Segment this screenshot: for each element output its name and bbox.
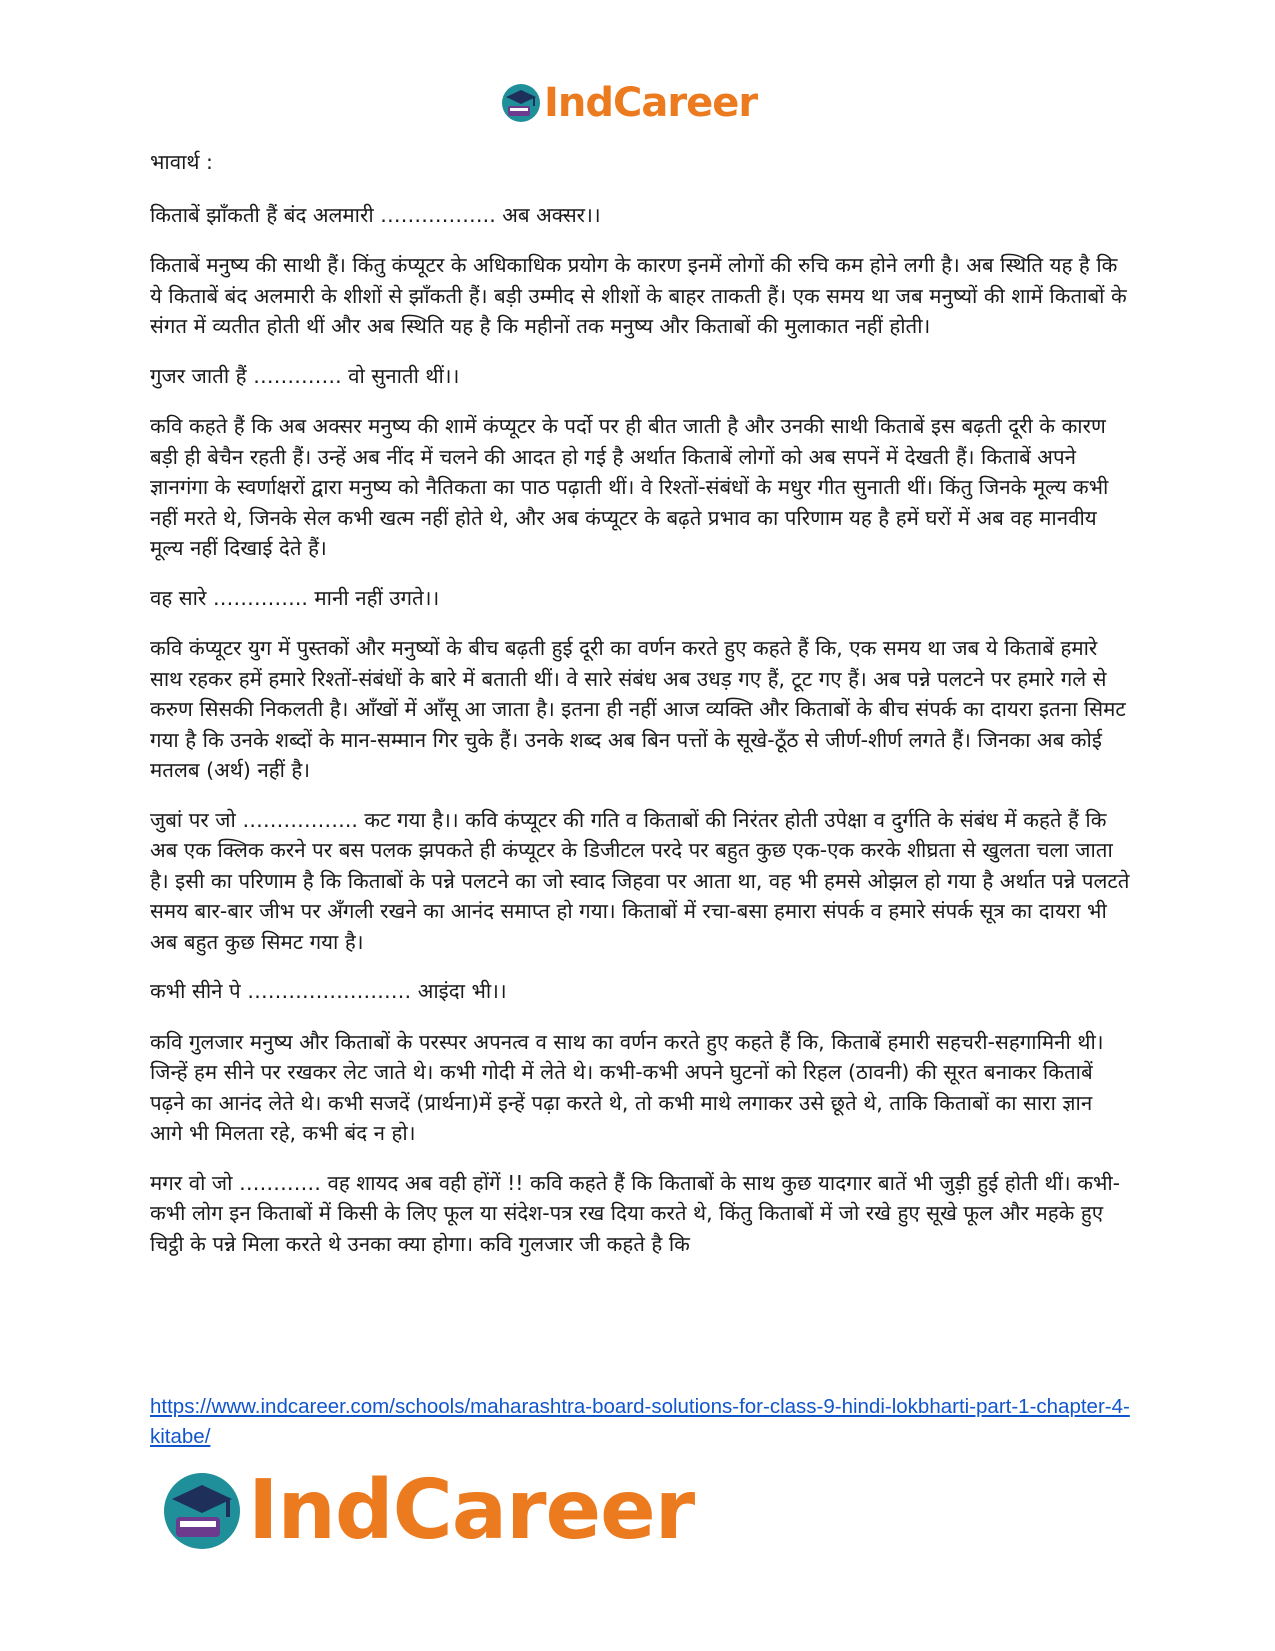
source-url-link[interactable]: https://www.indcareer.com/schools/maharashtra-board-solutions-for-class-9-hindi-lokbharti-part-1-chapter-4-kitabe/ xyxy=(150,1395,1130,1448)
meaning-paragraph: कवि कंप्यूटर युग में पुस्तकों और मनुष्यों के बीच बढ़ती हुई दूरी का वर्णन करते हुए कहते हैं कि, एक समय था जब ये किताबें हमारे साथ रहकर हमें हमारे रिश्तों-संबंधों के बारे में बताती थीं। वे सारे संबंध अब उधड़ गए हैं, टूट गए हैं। अब पन्ने पलटने पर हमारे गले से करुण सिसकी निकलती है। आँखों में आँसू आ जाता है। इतना ही नहीं आज व्यक्ति और किताबों के बीच संपर्क का दायरा इतना सिमट गया है कि उनके शब्दों के मान-सम्मान गिर चुके हैं। उनके शब्द अब बिन पत्तों के सूखे-ठूँठ से जीर्ण-शीर्ण लगते हैं। जिनका अब कोई मतलब (अर्थ) नहीं है। xyxy=(150,636,1126,782)
logo-wordmark: IndCareer xyxy=(544,80,758,126)
graduation-book-icon xyxy=(500,82,542,124)
indcareer-logo-bottom[interactable] xyxy=(160,1463,695,1558)
meaning-paragraph: कवि गुलजार मनुष्य और किताबों के परस्पर अपनत्व व साथ का वर्णन करते हुए कहते हैं कि, किताबें हमारी सहचरी-सहगामिनी थी। जिन्हें हम सीने पर रखकर लेट जाते थे। कभी गोदी में लेते थे। कभी-कभी अपने घुटनों को रिहल (ठावनी) की सूरत बनाकर किताबें पढ़ने का आनंद लेते थे। कभी सजदें (प्रार्थना)में इन्हें पढ़ा करते थे, तो कभी माथे लगाकर उसे छूते थे, ताकि किताबों का सारा ज्ञान आगे भी मिलता रहे, कभी बंद न हो। xyxy=(150,1029,1104,1145)
section-heading: भावार्थ : xyxy=(150,150,213,174)
verse-meaning-paragraph: मगर वो जो ………… वह शायद अब वही होंगें !! कवि कहते हैं कि किताबों के साथ कुछ यादगार बातें भी जुड़ी हुई होती थीं। कभी-कभी लोग इन किताबों में किसी के लिए फूल या संदेश-पत्र रख दिया करते थे, किंतु किताबों में जो रखे हुए सूखे फूल और महके हुए चिट्ठी के पन्ने मिला करते थे उनका क्या होगा। कवि गुलजार जी कहते है कि xyxy=(150,1170,1121,1256)
logo-wordmark: IndCareer xyxy=(248,1463,695,1558)
meaning-paragraph: कवि कहते हैं कि अब अक्सर मनुष्य की शामें कंप्यूटर के पर्दो पर ही बीत जाती है और उनकी साथी किताबें इस बढ़ती दूरी के कारण बड़ी ही बेचैन रहती हैं। उन्हें अब नींद में चलने की आदत हो गई है अर्थात किताबें लोगों को अब सपनें में देखती हैं। किताबें अपने ज्ञानगंगा के स्वर्णाक्षरों द्वारा मनुष्य को नैतिकता का पाठ पढ़ाती थीं। वे रिश्तों-संबंधों के मधुर गीत सुनाती थीं। किंतु जिनके मूल्य कभी नहीं मरते थे, जिनके सेल कभी खत्म नहीं होते थे, और अब कंप्यूटर के बढ़ते प्रभाव का परिणाम यह है हमें घरों में अब वह मानवीय मूल्य नहीं दिखाई देते हैं। xyxy=(150,414,1109,560)
indcareer-logo-top[interactable] xyxy=(500,78,757,128)
verse-line: गुजर जाती हैं …………. वो सुनाती थीं।। xyxy=(150,363,460,388)
verse-line: किताबें झाँकती हैं बंद अलमारी …………….. अब अक्सर।। xyxy=(150,202,601,227)
verse-line: वह सारे ………….. मानी नहीं उगते।। xyxy=(150,585,440,610)
graduation-book-icon xyxy=(160,1469,244,1553)
verse-line: कभी सीने पे …………………… आइंदा भी।। xyxy=(150,979,507,1003)
document-body xyxy=(150,147,1130,1278)
verse-meaning-paragraph: जुबां पर जो …………….. कट गया है।। कवि कंप्यूटर की गति व किताबों की निरंतर होती उपेक्षा व दुर्गति के संबंध में कहते हैं कि अब एक क्लिक करने पर बस पलक झपकते ही कंप्यूटर के डिजीटल परदे पर बहुत कुछ एक-एक करके शीघ्रता से खुलता चला जाता है। इसी का परिणाम है कि किताबों के पन्ने पलटने का जो स्वाद जिहवा पर आता था, वह भी हमसे ओझल हो गया है अर्थात पन्ने पलटते समय बार-बार जीभ पर अँगली रखने का आनंद समाप्त हो गया। किताबों में रचा-बसा हमारा संपर्क व हमारे संपर्क सूत्र का दायरा भी अब बहुत कुछ सिमट गया है। xyxy=(150,807,1130,954)
meaning-paragraph: किताबें मनुष्य की साथी हैं। किंतु कंप्यूटर के अधिकाधिक प्रयोग के कारण इनमें लोगों की रुचि कम होने लगी है। अब स्थिति यह है कि ये किताबें बंद अलमारी के शीशों से झाँकती हैं। बड़ी उम्मीद से शीशों के बाहर ताकती हैं। एक समय था जब मनुष्यों की शामें किताबों के संगत में व्यतीत होती थीं और अब स्थिति यह है कि महीनों तक मनुष्य और किताबों की मुलाकात नहीं होती। xyxy=(150,253,1127,338)
